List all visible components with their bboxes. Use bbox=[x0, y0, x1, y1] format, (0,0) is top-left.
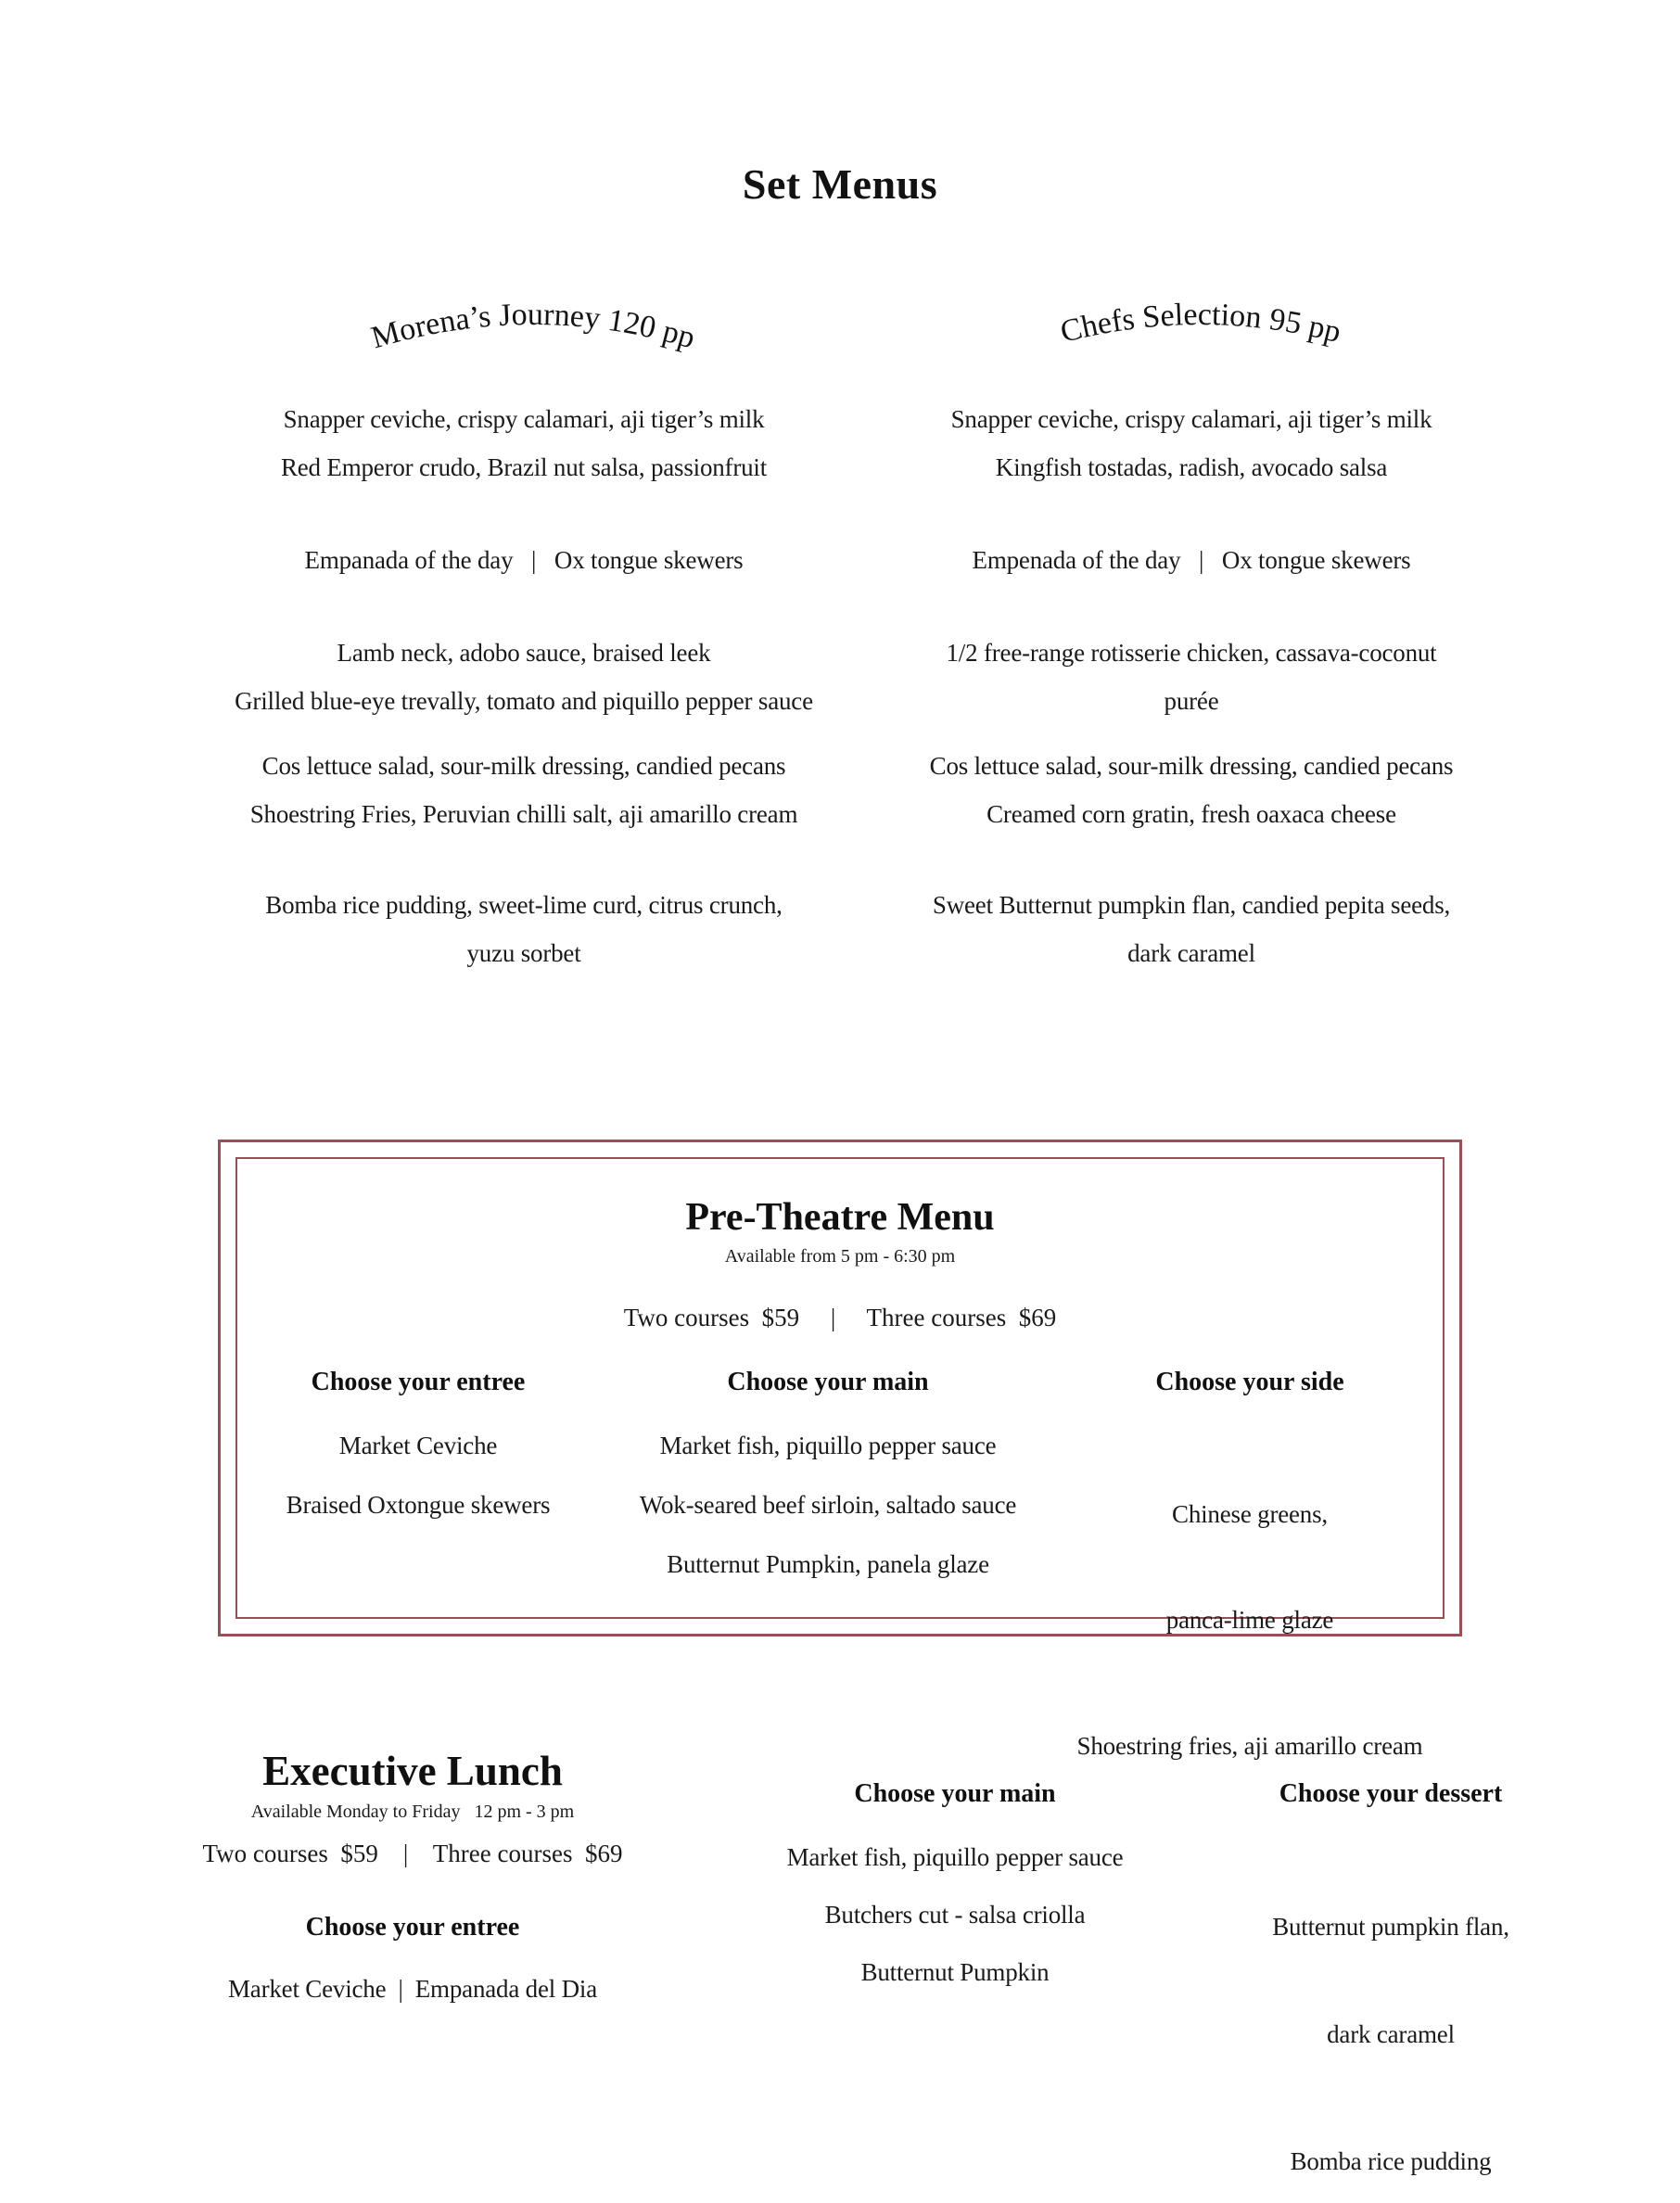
menu-item: Market fish, piquillo pepper sauce bbox=[659, 1432, 997, 1459]
course-group-sides bbox=[807, 742, 1576, 838]
menu-line: Grilled blue-eye trevally, tomato and piquillo pepper sauce bbox=[235, 687, 813, 715]
menu-item: Butchers cut - salsa criolla bbox=[824, 1901, 1086, 1929]
executive-lunch-pricing: Two courses $59 | Three courses $69 bbox=[202, 1840, 623, 1867]
set-menu-morenas-journey bbox=[139, 395, 909, 977]
column-header-main: Choose your main bbox=[854, 1779, 1056, 1808]
menu-item-line: Butternut pumpkin flan, bbox=[1272, 1913, 1509, 1941]
course-group-starters bbox=[139, 395, 909, 491]
menu-item: Wok-seared beef sirloin, saltado sauce bbox=[639, 1491, 1017, 1519]
pre-theatre-main-column bbox=[599, 1367, 1057, 1789]
menu-line: dark caramel bbox=[1127, 939, 1255, 967]
menu-item: Shoestring fries, aji amarillo cream bbox=[1076, 1732, 1423, 1760]
pre-theatre-availability: Available from 5 pm - 6:30 pm bbox=[724, 1246, 956, 1267]
pre-theatre-inner-border bbox=[235, 1157, 1445, 1760]
course-group-dessert bbox=[139, 881, 909, 977]
executive-lunch-block bbox=[134, 1747, 691, 2005]
course-group-second bbox=[807, 536, 1576, 584]
menu-line: Lamb neck, adobo sauce, braised leek bbox=[337, 639, 711, 667]
course-group-starters bbox=[807, 395, 1576, 491]
column-header-dessert: Choose your dessert bbox=[1279, 1779, 1503, 1808]
menu-item-line: panca-lime glaze bbox=[1165, 1606, 1334, 1634]
menu-item: Butternut Pumpkin bbox=[860, 1958, 1050, 1986]
menu-line: Snapper ceviche, crispy calamari, aji tiger’s milk bbox=[950, 405, 1432, 433]
pre-theatre-pricing: Two courses $59 | Three courses $69 bbox=[623, 1304, 1057, 1331]
course-group-mains bbox=[139, 629, 909, 725]
morenas-journey-arc-title bbox=[311, 267, 756, 388]
course-group-dessert bbox=[807, 881, 1576, 977]
menu-item: Butternut Pumpkin, panela glaze bbox=[667, 1550, 989, 1578]
menu-line: Snapper ceviche, crispy calamari, aji tiger’s milk bbox=[283, 405, 765, 433]
set-menu-left-title: Morena’s Journey 120 pp bbox=[367, 297, 699, 356]
menu-line: Cos lettuce salad, sour-milk dressing, candied pecans bbox=[929, 752, 1454, 780]
menu-line: Bomba rice pudding, sweet-lime curd, citrus crunch, bbox=[265, 891, 783, 919]
menu-line: Kingfish tostadas, radish, avocado salsa bbox=[995, 453, 1388, 481]
menu-item bbox=[1057, 1430, 1443, 1704]
pre-theatre-entree-column bbox=[237, 1367, 599, 1789]
column-header-main: Choose your main bbox=[727, 1368, 929, 1396]
menu-item: Market fish, piquillo pepper sauce bbox=[786, 1843, 1124, 1871]
menu-line: Empenada of the day | Ox tongue skewers bbox=[972, 546, 1411, 574]
menu-line: yuzu sorbet bbox=[466, 939, 581, 967]
pre-theatre-title: Pre-Theatre Menu bbox=[685, 1196, 995, 1239]
column-header-side: Choose your side bbox=[1155, 1368, 1344, 1396]
menu-line: Cos lettuce salad, sour-milk dressing, candied pecans bbox=[261, 752, 786, 780]
executive-lunch-availability: Available Monday to Friday 12 pm - 3 pm bbox=[250, 1802, 575, 1822]
menu-item: Market Ceviche bbox=[338, 1432, 498, 1459]
executive-lunch-title: Executive Lunch bbox=[262, 1748, 563, 1794]
menu-item: Bomba rice pudding bbox=[1290, 2147, 1492, 2175]
pre-theatre-columns bbox=[237, 1367, 1443, 1789]
menu-item bbox=[1150, 1841, 1632, 2120]
menu-item-line: dark caramel bbox=[1327, 2020, 1455, 2048]
menu-line: Empanada of the day | Ox tongue skewers bbox=[304, 546, 744, 574]
pre-theatre-box bbox=[218, 1140, 1462, 1760]
pre-theatre-side-column bbox=[1057, 1367, 1443, 1789]
menu-line: Sweet Butternut pumpkin flan, candied pepita seeds, bbox=[932, 891, 1451, 919]
executive-lunch-dessert-column bbox=[1150, 1778, 1632, 2203]
set-menu-right-title: Chefs Selection 95 pp bbox=[1057, 297, 1345, 350]
menu-line: purée bbox=[1164, 687, 1219, 715]
chefs-selection-arc-text bbox=[1057, 298, 1344, 350]
chefs-selection-arc-title bbox=[978, 267, 1423, 388]
course-group-second bbox=[139, 536, 909, 584]
course-group-mains bbox=[807, 629, 1576, 725]
menu-line: 1/2 free-range rotisserie chicken, cassava-coconut bbox=[946, 639, 1437, 667]
course-group-sides bbox=[139, 742, 909, 838]
menu-line: Creamed corn gratin, fresh oaxaca cheese bbox=[986, 800, 1396, 828]
executive-lunch-main-column bbox=[714, 1778, 1196, 2014]
morenas-journey-arc-text bbox=[368, 298, 699, 355]
set-menu-chefs-selection bbox=[807, 395, 1576, 977]
menu-item: Braised Oxtongue skewers bbox=[286, 1491, 551, 1519]
column-header-entree: Choose your entree bbox=[311, 1368, 526, 1396]
page-title: Set Menus bbox=[742, 160, 938, 208]
menu-item-line: Chinese greens, bbox=[1172, 1500, 1328, 1528]
menu-item: Market Ceviche | Empanada del Dia bbox=[227, 1975, 597, 2003]
menu-line: Shoestring Fries, Peruvian chilli salt, aji amarillo cream bbox=[249, 800, 798, 828]
menu-line: Red Emperor crudo, Brazil nut salsa, passionfruit bbox=[280, 453, 768, 481]
column-header-entree: Choose your entree bbox=[305, 1913, 520, 1942]
